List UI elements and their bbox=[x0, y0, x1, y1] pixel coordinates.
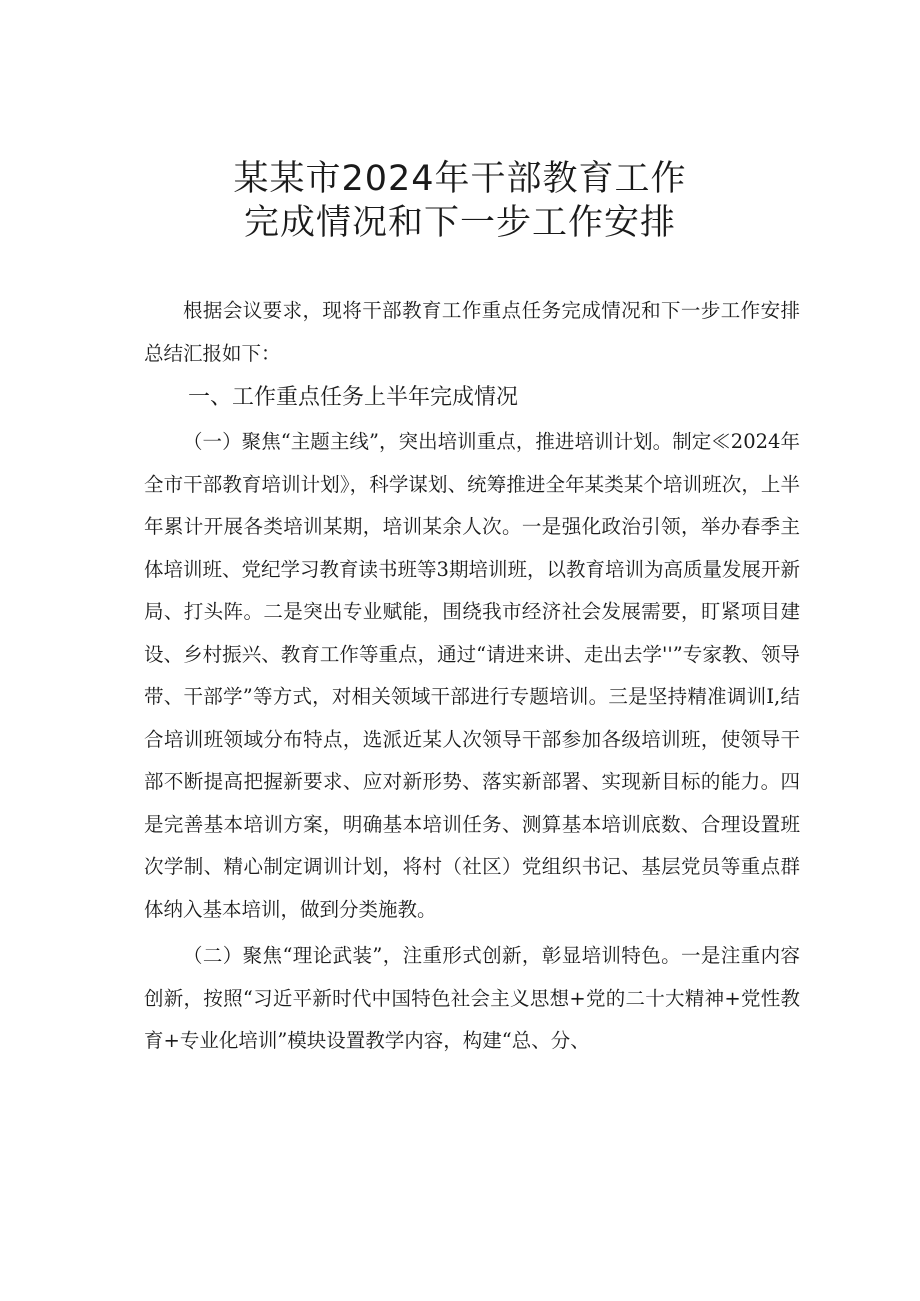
document-title-line-2: 完成情况和下一步工作安排 bbox=[243, 203, 676, 243]
document-body bbox=[144, 290, 800, 1063]
document-title-line-1: 某某市2024年干部教育工作 bbox=[233, 159, 687, 199]
section-heading: 一、工作重点任务上半年完成情况 bbox=[188, 385, 519, 410]
paragraph-1: （一）聚焦“主题主线”，突出培训重点，推进培训计划。制定≪2024年全市干部教育培训计划》，科学谋划、统筹推进全年某类某个培训班次，上半年累计开展各类培训某期，培训某余人次。一是强化政治引领，举办春季主体培训班、党纪学习教育读书班等3期培训班，以教育培训为高质量发展开新局、打头阵。二是突出专业赋能，围绕我市经济社会发展需要，盯紧项目建设、乡村振兴、教育工作等重点，通过“请进来讲、走出去学''”专家教、领导带、干部学”等方式，对相关领域干部进行专题培训。三是坚持精准调训I,结合培训班领域分布特点，选派近某人次领导干部参加各级培训班，使领导干部不断提高把握新要求、应对新形势、落实新部署、实现新目标的能力。四是完善基本培训方案，明确基本培训任务、测算基本培训底数、合理设置班次学制、精心制定调训计划，将村（社区）党组织书记、基层党员等重点群体纳入基本培训，做到分类施教。 bbox=[144, 430, 800, 921]
paragraph-2: （二）聚焦“理论武装”，注重形式创新，彰显培训特色。一是注重内容创新，按照“习近平新时代中国特色社会主义思想+党的二十大精神+党性教育+专业化培训”模块设置教学内容，构建“总、分、 bbox=[144, 944, 800, 1052]
intro-paragraph: 根据会议要求，现将干部教育工作重点任务完成情况和下一步工作安排总结汇报如下： bbox=[144, 299, 800, 365]
